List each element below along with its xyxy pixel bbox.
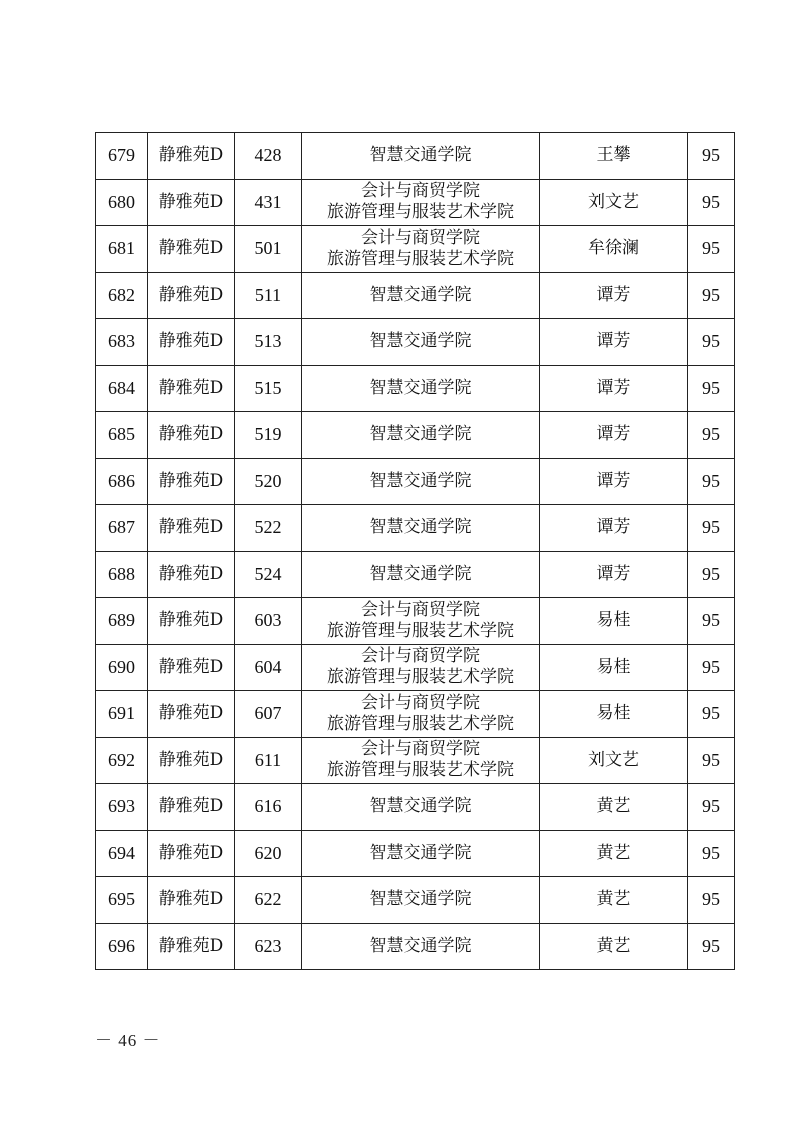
row-number-cell: 693 [96, 784, 148, 831]
row-number-cell: 687 [96, 505, 148, 552]
row-number-cell: 689 [96, 598, 148, 645]
table-row [96, 737, 735, 784]
table-row [96, 644, 735, 691]
room-cell: 511 [235, 272, 302, 319]
college-name: 会计与商贸学院 [361, 692, 480, 713]
table-row [96, 691, 735, 738]
room-cell: 428 [235, 133, 302, 180]
building-cell: 静雅苑D [148, 133, 235, 180]
college-cell [302, 691, 540, 738]
table-row [96, 877, 735, 924]
room-cell: 620 [235, 830, 302, 877]
college-name: 智慧交通学院 [369, 517, 472, 538]
room-cell: 622 [235, 877, 302, 924]
person-cell: 王攀 [540, 133, 688, 180]
room-cell: 604 [235, 644, 302, 691]
building-cell: 静雅苑D [148, 179, 235, 226]
person-cell: 黄艺 [540, 877, 688, 924]
row-number-cell: 684 [96, 365, 148, 412]
building-cell: 静雅苑D [148, 551, 235, 598]
college-name: 智慧交通学院 [369, 470, 472, 491]
person-cell: 谭芳 [540, 272, 688, 319]
table-row [96, 133, 735, 180]
room-cell: 603 [235, 598, 302, 645]
college-cell [302, 737, 540, 784]
building-cell: 静雅苑D [148, 226, 235, 273]
table-row [96, 179, 735, 226]
college-name: 会计与商贸学院 [361, 227, 480, 248]
college-cell [302, 226, 540, 273]
score-cell: 95 [688, 458, 735, 505]
college-cell [302, 179, 540, 226]
person-cell: 易桂 [540, 691, 688, 738]
row-number-cell: 680 [96, 179, 148, 226]
college-cell [302, 784, 540, 831]
row-number-cell: 696 [96, 923, 148, 970]
college-name: 旅游管理与服装艺术学院 [327, 667, 514, 688]
college-cell [302, 551, 540, 598]
person-cell: 谭芳 [540, 505, 688, 552]
person-cell: 牟徐澜 [540, 226, 688, 273]
row-number-cell: 679 [96, 133, 148, 180]
score-cell: 95 [688, 877, 735, 924]
college-name: 旅游管理与服装艺术学院 [327, 248, 514, 269]
score-cell: 95 [688, 505, 735, 552]
person-cell: 黄艺 [540, 923, 688, 970]
row-number-cell: 686 [96, 458, 148, 505]
table-row [96, 272, 735, 319]
table-row [96, 923, 735, 970]
room-cell: 623 [235, 923, 302, 970]
building-cell: 静雅苑D [148, 784, 235, 831]
score-cell: 95 [688, 598, 735, 645]
table-body [96, 133, 735, 970]
building-cell: 静雅苑D [148, 691, 235, 738]
college-name: 智慧交通学院 [369, 796, 472, 817]
score-cell: 95 [688, 551, 735, 598]
college-name: 会计与商贸学院 [361, 739, 480, 760]
college-name: 会计与商贸学院 [361, 599, 480, 620]
score-cell: 95 [688, 644, 735, 691]
person-cell: 谭芳 [540, 365, 688, 412]
college-name: 旅游管理与服装艺术学院 [327, 620, 514, 641]
table-row [96, 505, 735, 552]
score-cell: 95 [688, 691, 735, 738]
room-cell: 520 [235, 458, 302, 505]
table-row [96, 226, 735, 273]
row-number-cell: 695 [96, 877, 148, 924]
college-cell [302, 272, 540, 319]
college-name: 智慧交通学院 [369, 331, 472, 352]
college-name: 智慧交通学院 [369, 145, 472, 166]
person-cell: 易桂 [540, 598, 688, 645]
table-row [96, 458, 735, 505]
dormitory-score-table [95, 132, 735, 970]
building-cell: 静雅苑D [148, 923, 235, 970]
row-number-cell: 681 [96, 226, 148, 273]
person-cell: 谭芳 [540, 458, 688, 505]
row-number-cell: 694 [96, 830, 148, 877]
table-row [96, 365, 735, 412]
room-cell: 431 [235, 179, 302, 226]
college-name: 智慧交通学院 [369, 935, 472, 956]
room-cell: 616 [235, 784, 302, 831]
building-cell: 静雅苑D [148, 272, 235, 319]
building-cell: 静雅苑D [148, 644, 235, 691]
person-cell: 易桂 [540, 644, 688, 691]
building-cell: 静雅苑D [148, 365, 235, 412]
room-cell: 522 [235, 505, 302, 552]
person-cell: 谭芳 [540, 319, 688, 366]
college-cell [302, 458, 540, 505]
building-cell: 静雅苑D [148, 458, 235, 505]
score-cell: 95 [688, 737, 735, 784]
college-name: 智慧交通学院 [369, 284, 472, 305]
row-number-cell: 685 [96, 412, 148, 459]
score-cell: 95 [688, 365, 735, 412]
room-cell: 519 [235, 412, 302, 459]
building-cell: 静雅苑D [148, 598, 235, 645]
building-cell: 静雅苑D [148, 412, 235, 459]
score-cell: 95 [688, 412, 735, 459]
person-cell: 谭芳 [540, 412, 688, 459]
college-name: 旅游管理与服装艺术学院 [327, 713, 514, 734]
row-number-cell: 688 [96, 551, 148, 598]
college-name: 旅游管理与服装艺术学院 [327, 760, 514, 781]
score-cell: 95 [688, 784, 735, 831]
college-cell [302, 365, 540, 412]
building-cell: 静雅苑D [148, 737, 235, 784]
college-cell [302, 412, 540, 459]
college-name: 智慧交通学院 [369, 563, 472, 584]
building-cell: 静雅苑D [148, 505, 235, 552]
room-cell: 607 [235, 691, 302, 738]
score-cell: 95 [688, 179, 735, 226]
room-cell: 513 [235, 319, 302, 366]
row-number-cell: 692 [96, 737, 148, 784]
college-name: 智慧交通学院 [369, 377, 472, 398]
score-cell: 95 [688, 830, 735, 877]
college-name: 智慧交通学院 [369, 424, 472, 445]
table-row [96, 319, 735, 366]
row-number-cell: 690 [96, 644, 148, 691]
college-cell [302, 877, 540, 924]
college-name: 智慧交通学院 [369, 842, 472, 863]
table-row [96, 412, 735, 459]
college-cell [302, 598, 540, 645]
room-cell: 501 [235, 226, 302, 273]
college-name: 旅游管理与服装艺术学院 [327, 202, 514, 223]
person-cell: 黄艺 [540, 784, 688, 831]
college-name: 智慧交通学院 [369, 889, 472, 910]
person-cell: 黄艺 [540, 830, 688, 877]
table-row [96, 784, 735, 831]
person-cell: 谭芳 [540, 551, 688, 598]
room-cell: 524 [235, 551, 302, 598]
college-cell [302, 830, 540, 877]
building-cell: 静雅苑D [148, 877, 235, 924]
college-cell [302, 505, 540, 552]
score-cell: 95 [688, 133, 735, 180]
row-number-cell: 683 [96, 319, 148, 366]
score-cell: 95 [688, 272, 735, 319]
college-cell [302, 644, 540, 691]
room-cell: 611 [235, 737, 302, 784]
college-cell [302, 923, 540, 970]
person-cell: 刘文艺 [540, 737, 688, 784]
room-cell: 515 [235, 365, 302, 412]
table-row [96, 830, 735, 877]
college-name: 会计与商贸学院 [361, 181, 480, 202]
score-cell: 95 [688, 226, 735, 273]
college-cell [302, 133, 540, 180]
row-number-cell: 682 [96, 272, 148, 319]
college-name: 会计与商贸学院 [361, 646, 480, 667]
person-cell: 刘文艺 [540, 179, 688, 226]
table-row [96, 598, 735, 645]
building-cell: 静雅苑D [148, 830, 235, 877]
score-cell: 95 [688, 319, 735, 366]
score-cell: 95 [688, 923, 735, 970]
building-cell: 静雅苑D [148, 319, 235, 366]
college-cell [302, 319, 540, 366]
page-number: － 46 － [95, 1031, 161, 1050]
table-row [96, 551, 735, 598]
row-number-cell: 691 [96, 691, 148, 738]
